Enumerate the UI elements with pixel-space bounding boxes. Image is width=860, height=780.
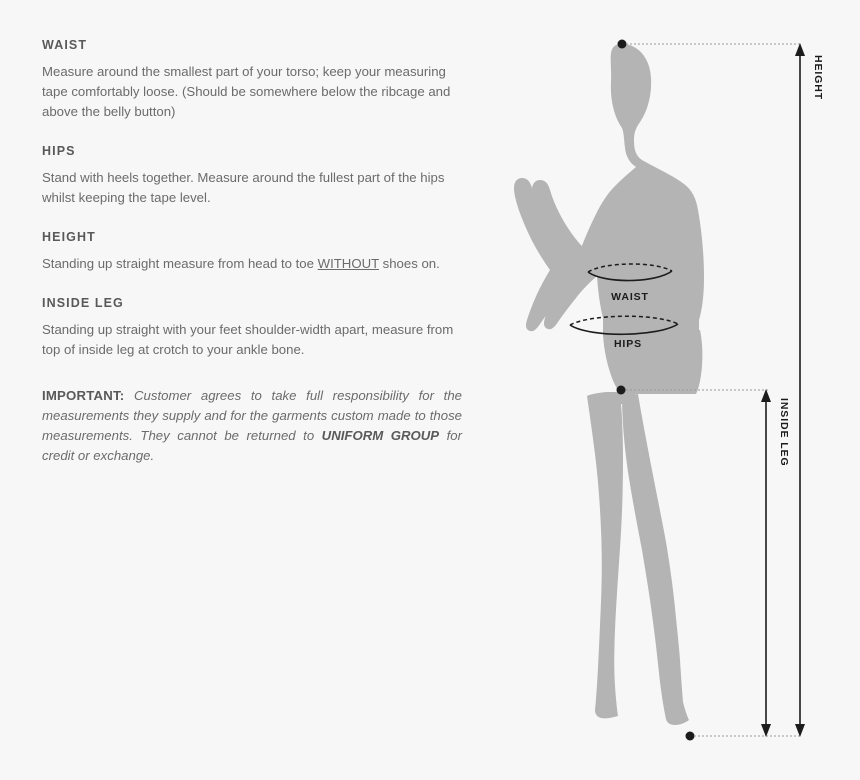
section-heading-hips: HIPS: [42, 144, 76, 158]
crotch-measure-point: [617, 386, 626, 395]
guide-section-inside-leg: [42, 296, 462, 360]
female-body-silhouette-icon: [514, 44, 704, 725]
important-label: IMPORTANT:: [42, 388, 125, 403]
measurement-instructions: [42, 38, 462, 466]
waist-tape-label: WAIST: [611, 291, 649, 303]
section-body-hips-text: Stand with heels together. Measure around the fullest part of the hips whilst keeping the tape level.: [42, 170, 445, 205]
inside-leg-dimension-arrow: [761, 389, 771, 737]
inside-leg-dimension-label: INSIDE LEG: [778, 398, 790, 467]
hips-tape-label: HIPS: [613, 338, 643, 350]
important-brand-name: UNIFORM GROUP: [321, 428, 440, 443]
guide-section-hips: [42, 144, 462, 208]
section-body-inside-leg-text: Standing up straight with your feet shoulder-width apart, measure from top of inside leg at crotch to your ankle bone.: [42, 322, 454, 357]
section-body-height: [42, 254, 462, 274]
section-body-height-text-after: shoes on.: [378, 256, 440, 271]
section-body-height-emphasis: WITHOUT: [317, 256, 379, 271]
section-body-waist: [42, 62, 462, 122]
section-heading-waist: WAIST: [42, 38, 88, 52]
section-body-height-text-before: Standing up straight measure from head to toe: [42, 256, 318, 271]
section-body-hips: [42, 168, 462, 208]
important-paragraph: [42, 386, 462, 466]
important-notice: [42, 386, 462, 466]
measurement-figure-panel: [470, 0, 860, 780]
head-top-measure-point: [618, 40, 627, 49]
height-dimension-label: HEIGHT: [812, 55, 824, 101]
measurement-diagram: [470, 0, 860, 780]
section-body-inside-leg: [42, 320, 462, 360]
important-text-after: for credit or exchange.: [42, 428, 462, 463]
guide-section-waist: [42, 38, 462, 122]
section-body-waist-text: Measure around the smallest part of your torso; keep your measuring tape comfortably loose. (Should be somewhere below the ribcage and above the belly button): [42, 64, 451, 119]
foot-measure-point: [686, 732, 695, 741]
height-dimension-arrow: [795, 43, 805, 737]
important-text-before: Customer agrees to take full responsibility for the measurements they supply and for the garments custom made to those measurements. They cannot be returned to: [42, 388, 462, 443]
guide-section-height: [42, 230, 462, 274]
section-heading-inside-leg: INSIDE LEG: [42, 296, 124, 310]
section-heading-height: HEIGHT: [42, 230, 96, 244]
